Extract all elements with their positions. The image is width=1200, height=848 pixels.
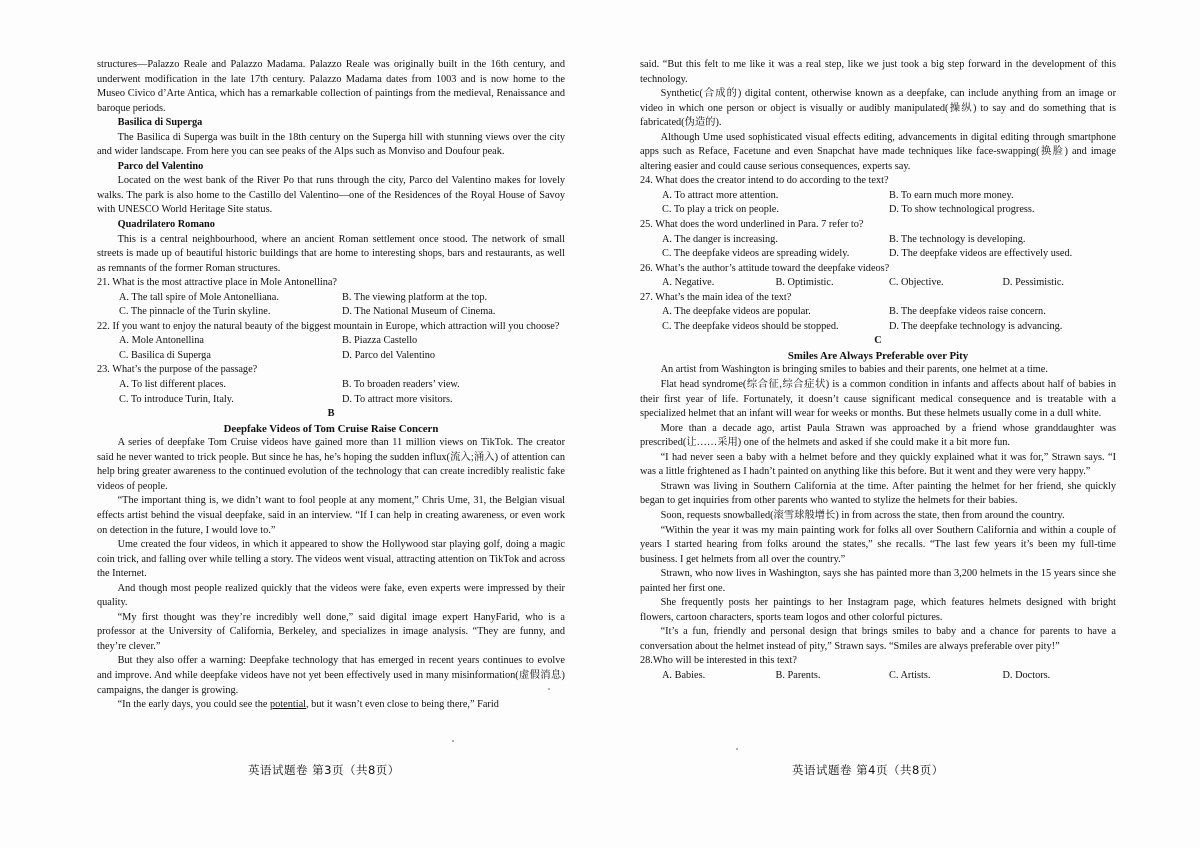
q24-option-a: A. To attract more attention.	[662, 189, 779, 201]
q22-option-c: C. Basilica di Superga	[119, 349, 211, 361]
passage-b-paragraph-8: Synthetic(合成的) digital content, otherwise known as a deepfake, can include anything from an image or video in which one person or object is visually or audibly manipulated(操纵) to say and do something that is fabricated(伪造的).	[640, 88, 1116, 129]
q21-option-a: A. The tall spire of Mole Antonelliana.	[119, 291, 279, 303]
question-23-options	[97, 378, 565, 407]
q28-option-a: A. Babies.	[662, 669, 706, 681]
q25-option-b: B. The technology is developing.	[889, 233, 1026, 245]
q22-option-d: D. Parco del Valentino	[342, 349, 436, 361]
question-21-stem: 21. What is the most attractive place in Mole Antonellina?	[97, 277, 338, 289]
q24-option-d: D. To show technological progress.	[889, 204, 1035, 216]
section-c-title: Smiles Are Always Preferable over Pity	[787, 349, 969, 362]
section-heading-quadrilatero: Quadrilatero Romano	[117, 219, 215, 231]
passage-b-paragraph-2: “The important thing is, we didn’t want to fool people at any moment,” Chris Ume, 31, the Belgian visual effects artist behind the visual deepfake, said in an interview. “If I can help in creating awareness, or even work on detection in the future, I would love to.”	[97, 495, 565, 536]
question-25-options	[640, 233, 1116, 262]
paragraph-superga: The Basilica di Superga was built in the 18th century on the Superga hill with stunning views over the city and wider landscape. From here you can see peaks of the Alps such as Monviso and Doufour peak.	[97, 131, 565, 158]
question-25-stem: 25. What does the word underlined in Para. 7 refer to?	[640, 219, 864, 231]
q22-option-a: A. Mole Antonellina	[119, 335, 204, 347]
passage-b-paragraph-9: Although Ume used sophisticated visual effects editing, advancements in digital editing through smartphone apps such as Reface, Facetune and even Snapchat have made techniques like face-swapping(换脸) and image altering easier and could cause serious consequences, experts say.	[640, 131, 1116, 172]
section-b-letter: B	[327, 408, 335, 420]
question-28-stem: 28.Who will be interested in this text?	[640, 655, 797, 667]
passage-c-paragraph-2: Flat head syndrome(综合征,综合症状) is a common condition in infants and affects about half of babies in their first year of life. Fortunately, it doesn’t cause significant medical consequence and is treatable with a specialized helmet that an infant will wear for weeks or months. But these helmets usually come in a dull white.	[640, 379, 1116, 420]
scan-speck	[452, 740, 454, 742]
q27-option-d: D. The deepfake technology is advancing.	[889, 320, 1063, 332]
passage-c-paragraph-5: Strawn was living in Southern California at the time. After painting the helmet for her friend, she quickly began to get inquiries from other parents who wanted to stylize the helmets for their babies.	[640, 480, 1116, 507]
q25-option-c: C. The deepfake videos are spreading widely.	[662, 248, 850, 260]
passage-c-paragraph-9: She frequently posts her paintings to her Instagram page, which features helmets designed with bright flowers, cartoon characters, sports team logos and other colorful pictures.	[640, 597, 1116, 623]
passage-b-paragraph-6: But they also offer a warning: Deepfake technology that has emerged in recent years continues to evolve and improve. And while deepfake videos have not yet been effectively used in many misinformation(虚假消息) campaigns, the danger is growing.	[97, 655, 565, 696]
paragraph-valentino: Located on the west bank of the River Po that runs through the city, Parco del Valentino makes for lovely walks. The park is also home to the Castillo del Valentino—one of the Residences of the Royal House of Savoy with UNESCO World Heritage Site status.	[97, 175, 565, 216]
section-heading-valentino: Parco del Valentino	[117, 160, 204, 172]
q27-option-b: B. The deepfake videos raise concern.	[889, 306, 1046, 318]
section-c-letter: C	[874, 335, 882, 347]
q23-option-c: C. To introduce Turin, Italy.	[119, 393, 234, 405]
question-24-stem: 24. What does the creator intend to do according to the text?	[640, 175, 889, 187]
q23-option-d: D. To attract more visitors.	[342, 393, 453, 405]
q26-option-b: B. Optimistic.	[775, 277, 834, 289]
passage-c-paragraph-4: “I had never seen a baby with a helmet before and they quickly explained what it was for,” Strawn says. “I was a little frightened as I hadn’t painted on anything like this before. But it went and they were very happy.”	[640, 451, 1116, 478]
q26-option-a: A. Negative.	[662, 277, 715, 289]
q27-option-c: C. The deepfake videos should be stopped.	[662, 320, 839, 332]
q21-option-b: B. The viewing platform at the top.	[342, 291, 488, 303]
question-22-stem: 22. If you want to enjoy the natural beauty of the biggest mountain in Europe, which attraction will you choose?	[97, 320, 560, 332]
question-27-stem: 27. What’s the main idea of the text?	[640, 291, 792, 303]
question-28-options	[640, 669, 1116, 684]
q24-option-c: C. To play a trick on people.	[662, 204, 779, 216]
page-footer-right: 英语试题卷 第4页（共8页）	[792, 763, 944, 777]
question-27-options	[640, 305, 1116, 334]
q28-option-d: D. Doctors.	[1002, 669, 1051, 681]
question-22-options	[97, 334, 565, 363]
scan-speck	[548, 688, 550, 690]
question-23-stem: 23. What’s the purpose of the passage?	[97, 364, 258, 376]
passage-c-paragraph-10: “It’s a fun, friendly and personal design that brings smiles to baby and a chance for parents to have a conversation about the helmet instead of pity,” Strawn says. “Smiles are always preferable over pity!”	[640, 626, 1116, 652]
q28-option-b: B. Parents.	[775, 669, 821, 681]
para7-text-before: “In the early days, you could see the	[117, 699, 270, 711]
q23-option-a: A. To list different places.	[119, 379, 226, 391]
q21-option-c: C. The pinnacle of the Turin skyline.	[119, 306, 271, 318]
question-24-options	[640, 189, 1116, 218]
q24-option-b: B. To earn much more money.	[889, 189, 1014, 201]
q26-option-d: D. Pessimistic.	[1002, 277, 1064, 289]
left-page-column	[97, 58, 565, 713]
question-26-options	[640, 276, 1116, 291]
passage-b-paragraph-7-start	[97, 698, 565, 713]
q25-option-d: D. The deepfake videos are effectively used.	[889, 248, 1073, 260]
q28-option-c: C. Artists.	[889, 669, 931, 681]
passage-b-paragraph-7-end: said. “But this felt to me like it was a real step, like we just took a big step forward in the development of this technology.	[640, 59, 1116, 85]
q26-option-c: C. Objective.	[889, 277, 944, 289]
passage-c-paragraph-1: An artist from Washington is bringing smiles to babies and their parents, one helmet at a time.	[660, 364, 1048, 376]
passage-c-paragraph-6: Soon, requests snowballed(滚雪球般增长) in from across the state, then from around the country.	[660, 509, 1065, 521]
passage-b-paragraph-5: “My first thought was they’re incredibly well done,” said digital image expert HanyFarid, who is a professor at the University of California, Berkeley, and specializes in image analysis. “They are funny, and they’re clever.”	[97, 611, 565, 652]
page-footer-left: 英语试题卷 第3页（共8页）	[248, 763, 400, 777]
passage-b-paragraph-1: A series of deepfake Tom Cruise videos have gained more than 11 million views on TikTok. The creator said he never wanted to trick people. But since he has, he’s hoping the sudden influx(流入;涌入) of attention can help bring greater awareness to the continued evolution of the technology that can create incredibly realistic fake videos of people.	[97, 437, 565, 492]
q23-option-b: B. To broaden readers’ view.	[342, 379, 460, 391]
q25-option-a: A. The danger is increasing.	[662, 233, 778, 245]
passage-b-paragraph-4: And though most people realized quickly that the videos were fake, even experts were impressed by their quality.	[97, 582, 565, 609]
scan-speck	[736, 748, 738, 750]
passage-c-paragraph-7: “Within the year it was my main painting work for folks all over Southern California and within a couple of years I started hearing from folks around the states,” she recalls. “The last few years it’s been my full-time business. I get helmets from all over the country.”	[640, 524, 1116, 565]
passage-c-paragraph-8: Strawn, who now lives in Washington, says she has painted more than 3,200 helmets in the 15 years since she painted her first one.	[640, 568, 1116, 594]
underlined-word-potential: potential	[270, 699, 307, 711]
q21-option-d: D. The National Museum of Cinema.	[342, 306, 496, 318]
section-b-title: Deepfake Videos of Tom Cruise Raise Concern	[223, 422, 439, 435]
right-page-column	[640, 58, 1116, 684]
q27-option-a: A. The deepfake videos are popular.	[662, 306, 811, 318]
passage-b-paragraph-3: Ume created the four videos, in which it appeared to show the Hollywood star playing golf, doing a magic coin trick, and falling over while telling a story. The videos went visual, attracting attention on TikTok and across the Internet.	[97, 539, 565, 580]
paragraph-quadrilatero: This is a central neighbourhood, where an ancient Roman settlement once stood. The network of small streets is made up of beautiful historic buildings that are home to interesting shops, bars and restaurants, as well as remnants of the former Roman structures.	[97, 233, 565, 274]
passage-c-paragraph-3: More than a decade ago, artist Paula Strawn was approached by a friend whose granddaughter was prescribed(让……采用) one of the helmets and asked if she could make it a bit more fun.	[640, 422, 1116, 449]
question-26-stem: 26. What’s the author’s attitude toward the deepfake videos?	[640, 262, 890, 274]
intro-paragraph: structures—Palazzo Reale and Palazzo Madama. Palazzo Reale was originally built in the 16th century, and underwent modification in the late 17th century. Palazzo Madama dates from 1003 and is now home to the Museo Civico d’Arte Antica, which has a remarkable collection of paintings from the medieval, Renaissance and baroque periods.	[97, 59, 565, 114]
question-21-options	[97, 291, 565, 320]
q22-option-b: B. Piazza Castello	[342, 335, 418, 347]
para7-text-after: , but it wasn’t even close to being there,” Farid	[306, 699, 499, 711]
section-heading-superga: Basilica di Superga	[117, 117, 203, 129]
